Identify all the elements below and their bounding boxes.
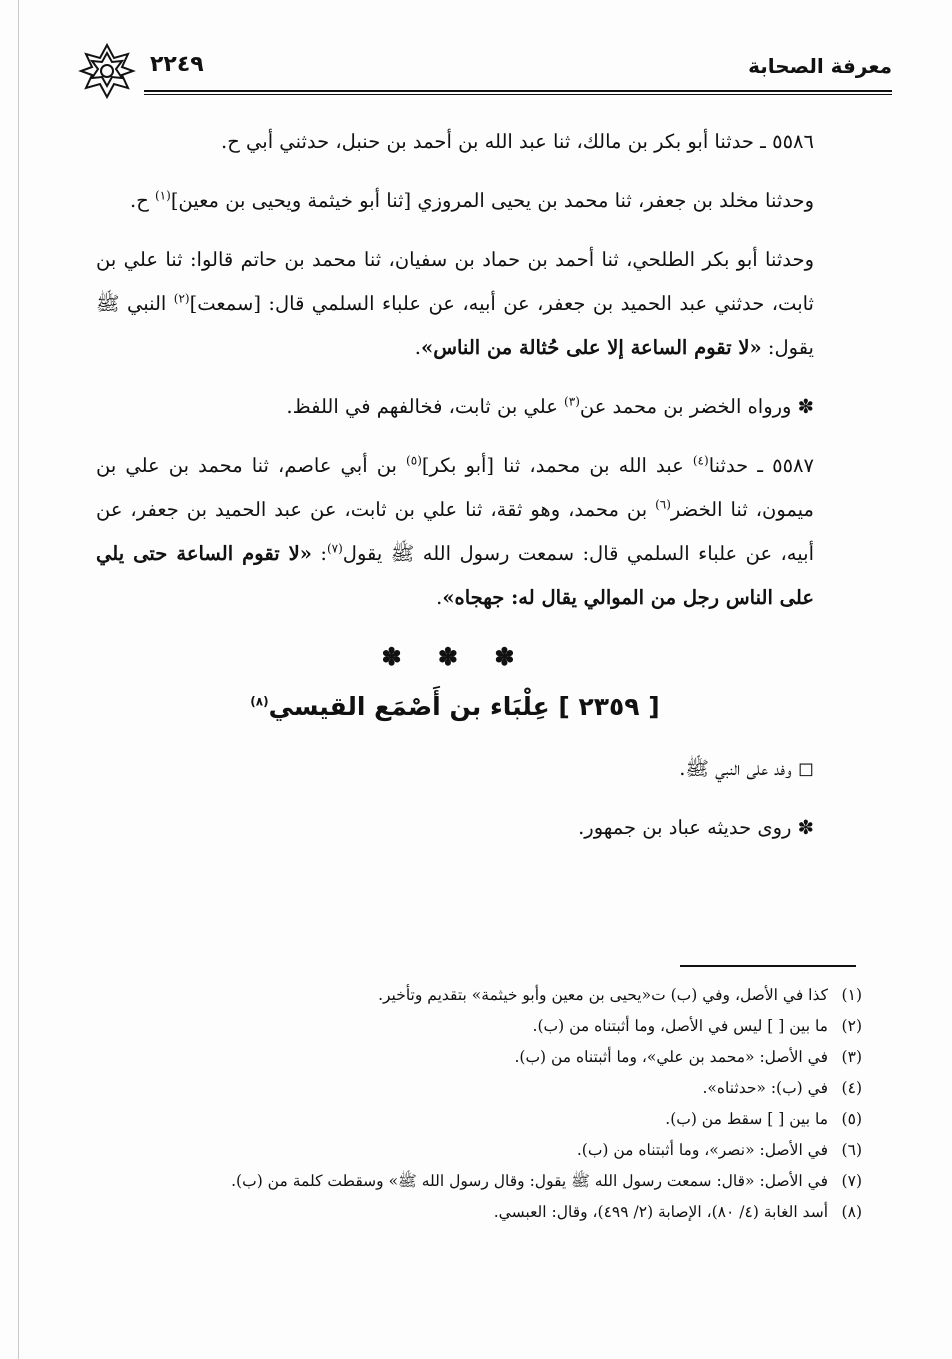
entry-note-narrator: ✽ روى حديثه عباد بن جمهور. xyxy=(578,816,814,839)
footnote-ref: (١) xyxy=(154,188,171,203)
chain-paragraph-3: وحدثنا أبو بكر الطلحي، ثنا أحمد بن حماد بن سفيان، ثنا محمد بن حاتم قالوا: ثنا علي بن ثابت، حدثني عبد الحميد بن جعفر، عن أبيه، عن علباء السلمي قال: [سمعت]$^{(٢)}$ النبي ﷺ يقول: «لا تقوم الساعة إلا على حُثالة من الناس». xyxy=(96,248,814,359)
book-title: معرفة الصحابة xyxy=(748,54,892,78)
footnote: (٢)ما بين [ ] ليس في الأصل، وما أثبتناه من (ب). xyxy=(532,1017,862,1035)
chain-paragraph-2: وحدثنا مخلد بن جعفر، ثنا محمد بن يحيى المروزي [ثنا أبو خيثمة ويحيى بن معين]$^{(١)}$ ح. xyxy=(130,188,814,212)
footnote-ref: (٨) xyxy=(250,694,269,709)
section-divider: ✽ ✽ ✽ xyxy=(381,642,529,671)
footnote: (٥)ما بين [ ] سقط من (ب). xyxy=(665,1110,862,1128)
footnote-ref: (٢) xyxy=(173,291,190,306)
footnote-ref: (٤) xyxy=(692,453,709,468)
entry-heading: [ ٢٣٥٩ ] عِلْبَاء بن أَصْمَع القيسي$^{(٨)}$ xyxy=(250,692,660,721)
footnote: (٤)في (ب): «حدثناه». xyxy=(702,1079,862,1097)
hadith-text: «لا تقوم الساعة حتى يلي على الناس رجل من الموالي يقال له: جهجاه» xyxy=(96,542,814,609)
footnote: (٣)في الأصل: «محمد بن علي»، وما أثبتناه من (ب). xyxy=(514,1048,862,1066)
header-rule xyxy=(144,90,892,92)
main-text xyxy=(96,120,814,865)
footnote: (٨)أسد الغابة (٤/ ٨٠)، الإصابة (٢/ ٤٩٩)، وقال: العبسي. xyxy=(493,1203,862,1221)
binding-edge xyxy=(18,0,19,1359)
hadith-5587: ٥٥٨٧ ـ حدثنا$^{(٤)}$ عبد الله بن محمد، ثنا [أبو بكر]$^{(٥)}$ بن أبي عاصم، ثنا محمد بن علي بن ميمون، ثنا الخضر$^{(٦)}$ بن محمد، وهو ثقة، ثنا علي بن ثابت، عن عبد الحميد بن جعفر، عن أبيه، عن علباء السلمي قال: سمعت رسول الله ﷺ يقول$^{(٧)}$: «لا تقوم الساعة حتى يلي على الناس رجل من الموالي يقال له: جهجاه». xyxy=(96,453,814,609)
footnote-ref: (٣) xyxy=(564,394,580,409)
footnote: (٧)في الأصل: «قال: سمعت رسول الله ﷺ يقول: وقال رسول الله ﷺ» وسقطت كلمة من (ب). xyxy=(231,1172,862,1190)
narration-note: ✽ ورواه الخضر بن محمد عن$^{(٣)}$ علي بن ثابت، فخالفهم في اللفظ. xyxy=(286,394,814,418)
footnote-ref: (٧) xyxy=(326,541,343,556)
footnote: (١)كذا في الأصل، وفي (ب) ت«يحيى بن معين وأبو خيثمة» بتقديم وتأخير. xyxy=(378,986,862,1004)
page-number: ٢٢٤٩ xyxy=(150,52,204,77)
footnote-ref: (٦) xyxy=(655,497,671,512)
footnote: (٦)في الأصل: «نصر»، وما أثبتناه من (ب). xyxy=(576,1141,862,1159)
footnote-ref: (٥) xyxy=(406,453,422,468)
hadith-text: «لا تقوم الساعة إلا على حُثالة من الناس» xyxy=(421,336,762,359)
ornament-icon xyxy=(78,42,136,100)
hadith-5586: ٥٥٨٦ ـ حدثنا أبو بكر بن مالك، ثنا عبد الله بن أحمد بن حنبل، حدثني أبي ح. xyxy=(221,130,814,153)
header-rule-thin xyxy=(144,94,892,95)
page-header xyxy=(78,48,892,108)
entry-note-visit: ◻ وفد على النبي ﷺ. xyxy=(679,757,814,780)
footnotes-rule xyxy=(680,965,856,967)
footnotes xyxy=(96,980,862,1228)
